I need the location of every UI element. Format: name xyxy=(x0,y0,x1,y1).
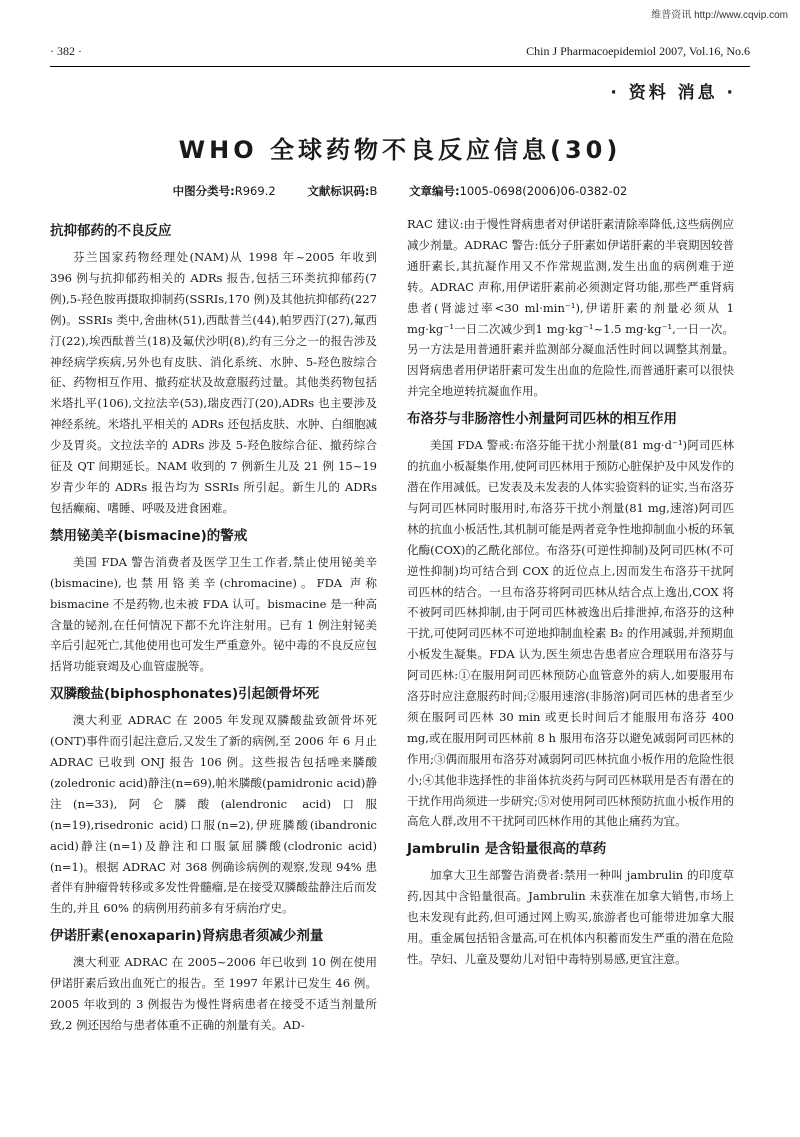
article-value: 1005-0698(2006)06-0382-02 xyxy=(459,184,628,198)
journal-citation: Chin J Pharmacoepidemiol 2007, Vol.16, No.6 xyxy=(526,44,750,58)
clc-code xyxy=(173,184,276,198)
paragraph: 美国 FDA 警戒:布洛芬能干扰小剂量(81 mg·d⁻¹)阿司匹林的抗血小板凝集作用,使阿司匹林用于预防心脏保护及中风发作的潜在作用减低。已发表及未发表的人体实验资料的证实,当布洛芬与阿司匹林同时服用时,布洛芬干扰小剂量(81 mg,速溶)阿司匹林的抗血小板活性,其机制可能是两者竞争性地抑制血小板的环氧化酶(COX)的乙酰化部位。布洛芬(可逆性抑制)及阿司匹林(不可逆性抑制)均可结合到 COX 的近位点上,因而发生布洛芬干扰阿司匹林的结合。一旦布洛芬将阿司匹林从结合点上逸出,COX 将不被阿司匹林抑制,由于阿司匹林被逸出后排泄掉,布洛芬的这种干扰,可使阿司匹林不可逆地抑制血栓素 B₂ 的作用减弱,并预期血小板发生凝集。FDA 认为,医生须忠告患者应合理联用布洛芬与阿司匹林:①在服用阿司匹林预防心血管意外的病人,如要服用布洛芬时应注意服药时间;②服用速溶(非肠溶)阿司匹林的患者至少须在服阿司匹林 30 min 或更长时间后才能服用布洛芬 400 mg,或在服用阿司匹林前 8 h 服用布洛芬以避免减弱阿司匹林的作用;③偶而服用布洛芬对减弱阿司匹林抗血小板作用的危险性很小;④其他非选择性的非甾体抗炎药与阿司匹林联用是否有潜在的干扰作用尚须进一步研究;⑤对使用阿司匹林预防抗血小板作用的高危人群,改用不干扰阿司匹林作用的其他止痛药为宜。 xyxy=(407,438,734,829)
article-title: WHO 全球药物不良反应信息(30) xyxy=(178,136,622,164)
column-tag: · 资料 消息 · xyxy=(610,83,736,103)
paragraph: 加拿大卫生部警告消费者:禁用一种叫 jambrulin 的印度草药,因其中含铅量很高。Jambrulin 未获准在加拿大销售,市场上也未发现有此药,但可通过网上购买,旅游者也可能带进加拿大服用。重金属包括铅含量高,可在机体内积蓄而发生严重的潜在危险性。孕妇、儿童及婴幼儿对铅中毒特别易感,更宜注意。 xyxy=(407,868,734,966)
section-heading: 双膦酸盐(biphosphonates)引起颌骨坏死 xyxy=(50,686,320,703)
paragraph-continued: RAC 建议:由于慢性肾病患者对伊诺肝素清除率降低,这些病例应减少剂量。ADRAC 警告:低分子肝素如伊诺肝素的半衰期因较普通肝素长,其抗凝作用又不作常规监测,发生出血的病例难于逆转。ADRAC 声称,用伊诺肝素前必须测定肾功能,那些严重肾病患者(肾滤过率<30 ml·min⁻¹),伊诺肝素的剂量必须从 1 mg·kg⁻¹一日二次减少到1 mg·kg⁻¹~1.5 mg·kg⁻¹,一日一次。另一方法是用普通肝素并监测部分凝血活性时间以调整其剂量。因肾病患者用伊诺肝素可发生出血的危险性,而普通肝素可以很快并完全地逆转抗凝血作用。 xyxy=(407,217,734,399)
section-heading: 布洛芬与非肠溶性小剂量阿司匹林的相互作用 xyxy=(407,411,677,428)
section-heading: 禁用铋美辛(bismacine)的警戒 xyxy=(50,527,248,544)
watermark: 维普资讯 http://www.cqvip.com xyxy=(651,10,788,21)
left-column xyxy=(50,214,377,1036)
clc-value: R969.2 xyxy=(234,184,276,198)
running-header xyxy=(50,44,750,62)
header-rule xyxy=(50,66,750,67)
doc-label: 文献标识码: xyxy=(307,184,370,198)
doc-code xyxy=(307,184,377,198)
section-heading: Jambrulin 是含铅量很高的草药 xyxy=(407,841,607,858)
section-heading: 抗抑郁药的不良反应 xyxy=(50,223,172,239)
paragraph: 芬兰国家药物经理处(NAM)从 1998 年~2005 年收到 396 例与抗抑郁药相关的 ADRs 报告,包括三环类抗抑郁药(7 例),5-羟色胺再摄取抑制药(SSRIs,170 例)及其他抗抑郁药(227 例)。SSRIs 类中,舍曲林(51),西酞普兰(44),帕罗西汀(27),氟西汀(22),埃西酞普兰(18)及氟伏沙明(8),约有三分之一的报告涉及神经病学疾病,另外也有皮肤、消化系统、水肿、5-羟色胺综合征、药物相互作用、撤药症状及故意服药过量。其他类药物包括米塔扎平(106),文拉法辛(53),瑞皮西汀(20),ADRs 也主要涉及神经系统。米塔扎平相关的 ADRs 还包括皮肤、水肿、白细胞减少及胃炎。文拉法辛的 ADRs 涉及 5-羟色胺综合征、撤药综合征及 QT 间期延长。NAM 收到的 7 例新生儿及 21 例 15~19 岁青少年的 ADRs 报告均为 SSRIs 所引起。新生儿的 ADRs 包括癫痫、嗜睡、呼吸及进食困难。 xyxy=(50,250,377,515)
clc-label: 中图分类号: xyxy=(172,184,235,198)
doc-value: B xyxy=(369,184,378,198)
paragraph: 美国 FDA 警告消费者及医学卫生工作者,禁止使用铋美辛(bismacine),也禁用铬美辛(chromacine)。FDA 声称 bismacine 不是药物,也未被 FDA 认可。bismacine 是一种高含量的铋剂,在任何情况下都不允许注射用。已有 1 例注射铋美辛后引起死亡,其他使用也可发生严重意外。铋中毒的不良反应包括肾功能衰竭及心血管虚脱等。 xyxy=(50,554,377,674)
right-column xyxy=(407,214,734,970)
paragraph: 澳大利亚 ADRAC 在 2005~2006 年已收到 10 例在使用伊诺肝素后致出血死亡的报告。至 1997 年累计已发生 46 例。2005 年收到的 3 例报告为慢性肾病患者在接受不适当剂量所致,2 例还因给与患者体重不正确的剂量有关。AD- xyxy=(50,955,377,1032)
page-number: · 382 · xyxy=(50,44,82,58)
paragraph: 澳大利亚 ADRAC 在 2005 年发现双膦酸盐致颌骨坏死(ONT)事件而引起注意后,又发生了新的病例,至 2006 年 6 月止 ADRAC 已收到 ONJ 报告 106 例。这些报告包括唑来膦酸(zoledronic acid)静注(n=69),帕米膦酸(pamidronic acid)静注(n=33),阿仑膦酸(alendronic acid)口服(n=19),risedronic acid)口服(n=2),伊班膦酸(ibandronic acid)静注(n=1)及静注和口服氯屈膦酸(clodronic acid)(n=1)。根据 ADRAC 对 368 例确诊病例的观察,发现 94% 患者伴有肿瘤骨转移或多发性骨髓瘤,是在接受双膦酸盐静注后而发生的,并且 60% 的病例用药前多有牙病治疗史。 xyxy=(50,713,377,916)
article-number xyxy=(409,184,627,198)
article-label: 文章编号: xyxy=(408,184,460,198)
article-meta xyxy=(0,183,800,199)
section-heading: 伊诺肝素(enoxaparin)肾病患者须减少剂量 xyxy=(50,928,324,945)
